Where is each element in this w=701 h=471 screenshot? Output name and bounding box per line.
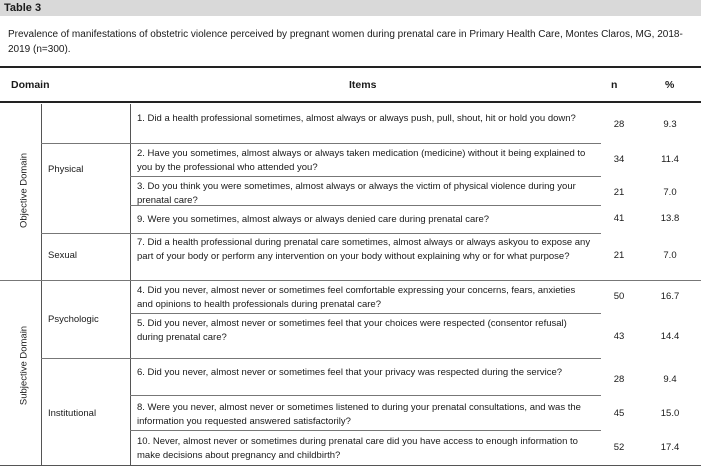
table-label: Table 3: [0, 0, 701, 16]
subdomain-psychologic: Psychologic: [48, 314, 99, 325]
percent-value: 14.4: [660, 331, 680, 342]
row-separator: [41, 358, 601, 359]
n-value: 21: [613, 187, 625, 198]
bottom-rule: [0, 465, 701, 466]
n-value: 21: [613, 250, 625, 261]
domain-column-divider: [41, 104, 42, 465]
percent-value: 9.4: [663, 374, 677, 385]
row-separator: [41, 143, 601, 144]
subdomain-column-divider: [130, 104, 131, 465]
n-value: 45: [613, 408, 625, 419]
header-items: Items: [349, 79, 377, 91]
domain-label-objective: Objective Domain: [18, 153, 30, 228]
top-rule: [0, 66, 701, 68]
row-separator: [130, 395, 601, 396]
row-separator: [130, 176, 601, 177]
item-text: 7. Did a health professional during prenatal care sometimes, almost always or always askyou to expose any part of your body or perform any intervention on your body without explaining why or for what purpose?: [137, 237, 591, 262]
row-separator: [130, 430, 601, 431]
header-rule: [0, 101, 701, 103]
subdomain-institutional: Institutional: [48, 408, 97, 419]
row-separator: [41, 233, 601, 234]
n-value: 41: [613, 213, 625, 224]
percent-value: 7.0: [663, 187, 677, 198]
n-value: 28: [613, 374, 625, 385]
percent-value: 13.8: [660, 213, 680, 224]
percent-value: 16.7: [660, 291, 680, 302]
header-n: n: [611, 79, 618, 91]
subdomain-sexual: Sexual: [48, 250, 78, 261]
subdomain-physical: Physical: [48, 164, 84, 175]
percent-value: 11.4: [661, 154, 679, 165]
item-text: 9. Were you sometimes, almost always or always denied care during prenatal care?: [137, 214, 490, 225]
table-caption: Prevalence of manifestations of obstetric violence perceived by pregnant women during prenatal care in Primary Health Care, Montes Claros, MG, 2018-2019 (n=300).: [8, 29, 683, 55]
item-text: 5. Did you never, almost never or sometimes feel that your choices were respected (consentor refusal) during prenatal care?: [137, 318, 567, 343]
percent-value: 15.0: [660, 408, 680, 419]
domain-label-subjective: Subjective Domain: [18, 325, 30, 406]
item-text: 10. Never, almost never or sometimes during prenatal care did you have access to enough information to make decisions about pregnancy and childbirth?: [137, 436, 578, 461]
percent-value: 9.3: [663, 119, 677, 130]
item-text: 2. Have you sometimes, almost always or always taken medication (medicine) without it being explained to you by the professional who attended you?: [137, 148, 586, 173]
item-text: 8. Were you never, almost never or sometimes listened to during your prenatal consultations, and was the information you requested answered satisfactorily?: [137, 402, 581, 427]
percent-value: 7.0: [663, 250, 677, 261]
header-domain: Domain: [11, 79, 50, 91]
item-text: 4. Did you never, almost never or sometimes feel comfortable expressing your concerns, fears, anxieties and opinions to health professionals during prenatal care?: [137, 285, 576, 310]
item-text: 3. Do you think you were sometimes, almost always or always the victim of physical violence during your prenatal care?: [137, 181, 576, 206]
n-value: 43: [613, 331, 625, 342]
row-separator: [130, 313, 601, 314]
n-value: 50: [613, 291, 625, 302]
domain-separator: [0, 280, 701, 281]
item-text: 1. Did a health professional sometimes, almost always or always push, pull, shout, hit or hold you down?: [137, 113, 576, 124]
n-value: 34: [613, 154, 625, 165]
n-value: 28: [613, 119, 625, 130]
header-percent: %: [665, 79, 675, 91]
n-value: 52: [613, 442, 625, 453]
item-text: 6. Did you never, almost never or sometimes feel that your privacy was respected during the service?: [137, 367, 563, 378]
percent-value: 17.4: [660, 442, 680, 453]
